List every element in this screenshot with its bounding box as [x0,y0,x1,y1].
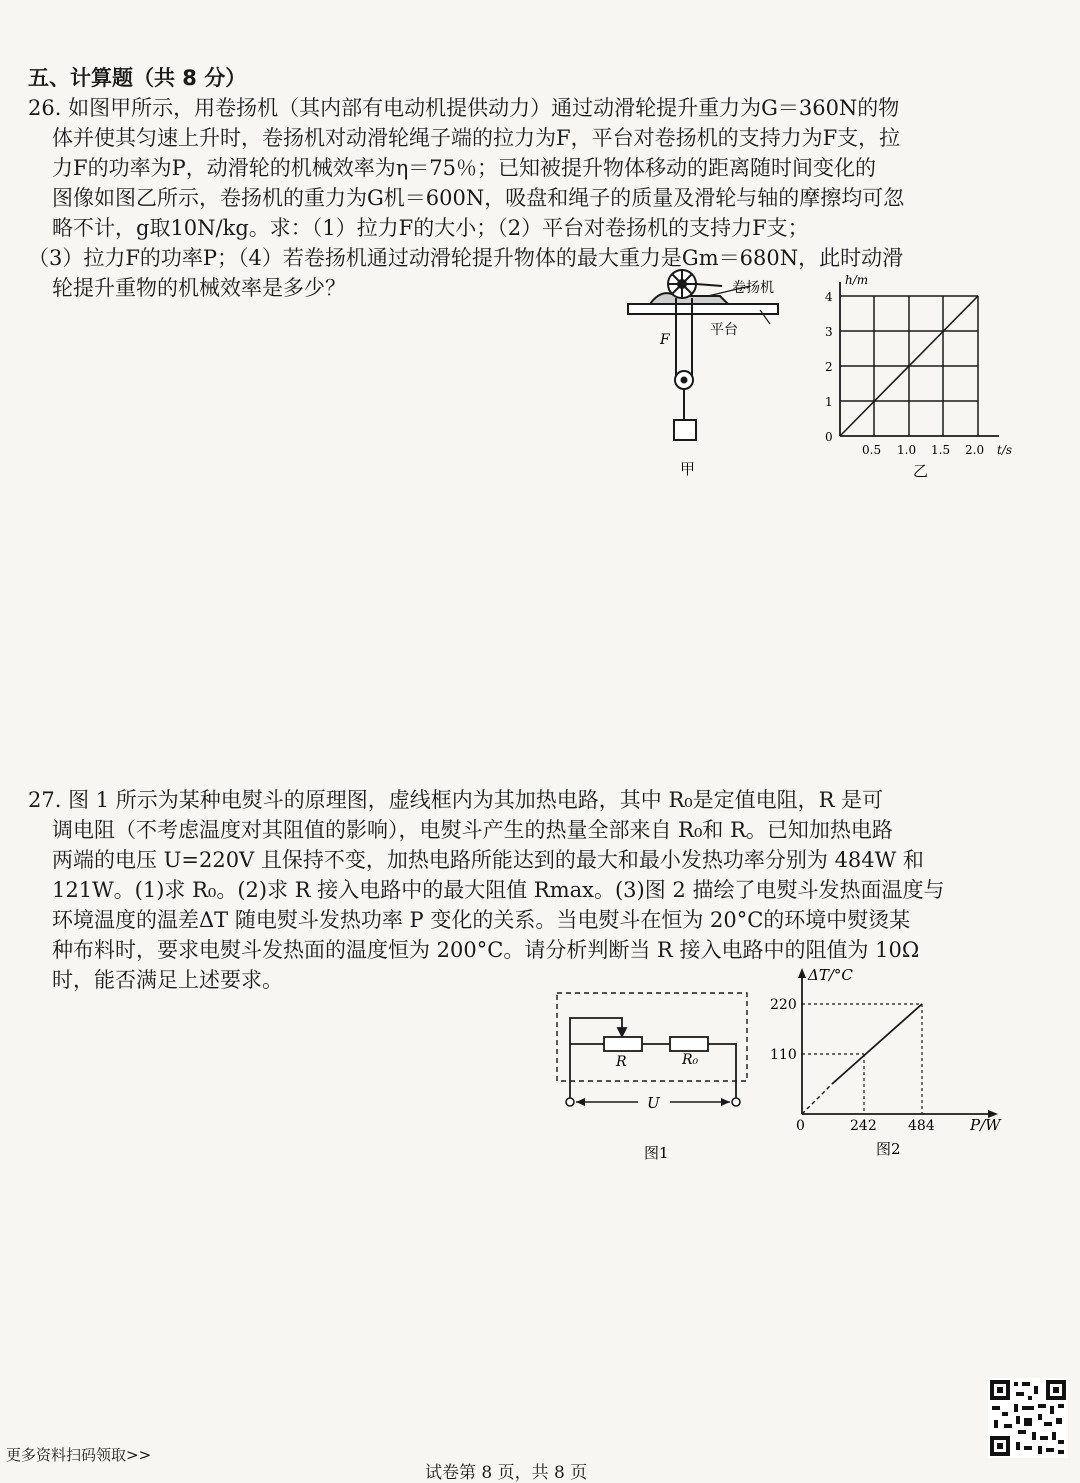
q26-line-1: 26. 如图甲所示，用卷扬机（其内部有电动机提供动力）通过动滑轮提升重力为G＝360N的物 [28,96,900,120]
fig1-circuit-diagram [552,988,757,1168]
section-title: 五、计算题（共 8 分） [28,66,247,90]
platform [628,304,778,314]
y-tick-220: 220 [770,997,797,1013]
fig-yi-caption: 乙 [913,462,929,480]
y-tick-110: 110 [770,1047,797,1063]
q26-line-7: 轮提升重物的机械效率是多少？ [52,276,346,300]
winch-label: 卷扬机 [732,280,774,296]
q27-line-6: 种布料时，要求电熨斗发热面的温度恒为 200°C。请分析判断当 R 接入电路中的阻值为 10Ω [52,938,920,962]
platform-label: 平台 [710,322,738,338]
q26-line-3: 力F的功率为P，动滑轮的机械效率为η＝75％；已知被提升物体移动的距离随时间变化的 [52,156,877,180]
variable-resistor-r [604,1037,642,1051]
q27-line-4: 121W。(1)求 R₀。(2)求 R 接入电路中的最大阻值 Rmax。(3)图 2 描绘了电熨斗发热面温度与 [52,878,945,902]
fig2-dt-p-chart [762,962,1017,1167]
heating-circuit-dashed-box [557,993,747,1081]
fixed-resistor-r0 [670,1037,708,1051]
x-tick-05: 0.5 [862,443,882,457]
q27-line-3: 两端的电压 U=220V 且保持不变，加热电路所能达到的最大和最小发热功率分别为 484W 和 [52,848,924,872]
fig-jia-winch-diagram [610,262,800,487]
series-line [832,1004,922,1084]
series-line-dashed [802,1084,832,1114]
y-tick-0: 0 [825,430,833,444]
force-label: F [660,332,670,348]
x-tick-20: 2.0 [965,443,985,457]
q26-line-6: （3）拉力F的功率P；（4）若卷扬机通过动滑轮提升物体的最大重力是Gm＝680N，此时动滑 [28,246,904,270]
r0-label: R₀ [682,1052,699,1068]
q26-line-5: 略不计，g取10N/kg。求：（1）拉力F的大小；（2）平台对卷扬机的支持力F支； [52,216,809,240]
q27-line-1: 27. 图 1 所示为某种电熨斗的原理图，虚线框内为其加热电路，其中 R₀是定值电阻，R 是可 [28,788,884,812]
y-axis-label: ΔT/°C [808,966,853,984]
fig2-caption: 图2 [876,1140,901,1158]
x-tick-242: 242 [850,1118,877,1134]
q26-line-2: 体并使其匀速上升时，卷扬机对动滑轮绳子端的拉力为F，平台对卷扬机的支持力为F支，拉 [52,126,901,150]
x-tick-15: 1.5 [931,443,951,457]
r-label: R [616,1054,627,1070]
y-tick-3: 3 [825,325,833,339]
terminal-left [566,1098,574,1106]
u-label: U [647,1094,660,1112]
fig-yi-ht-chart [815,268,1020,483]
fig1-caption: 图1 [644,1144,669,1162]
y-tick-4: 4 [825,290,833,304]
y-tick-2: 2 [825,360,833,374]
fig-jia-caption: 甲 [680,460,696,478]
x-tick-10: 1.0 [897,443,917,457]
y-axis-label: h/m [845,273,869,287]
qr-code-icon [988,1378,1068,1458]
origin-label: 0 [796,1118,805,1134]
q27-line-7: 时，能否满足上述要求。 [52,968,283,992]
terminal-right [732,1098,740,1106]
footer-scan-note: 更多资料扫码领取>> [6,1446,152,1464]
q27-line-5: 环境温度的温差ΔT 随电熨斗发热功率 P 变化的关系。当电熨斗在恒为 20°C的环境中熨烫某 [52,908,911,932]
load-block [674,420,696,440]
q27-line-2: 调电阻（不考虑温度对其阻值的影响），电熨斗产生的热量全部来自 R₀和 R。已知加热电路 [52,818,893,842]
footer-page-number: 试卷第 8 页，共 8 页 [425,1463,588,1483]
x-axis-label: P/W [970,1116,1001,1134]
x-axis-label: t/s [997,443,1013,457]
y-tick-1: 1 [825,395,833,409]
q26-line-4: 图像如图乙所示，卷扬机的重力为G机＝600N，吸盘和绳子的质量及滑轮与轴的摩擦均可忽 [52,186,905,210]
x-tick-484: 484 [908,1118,935,1134]
